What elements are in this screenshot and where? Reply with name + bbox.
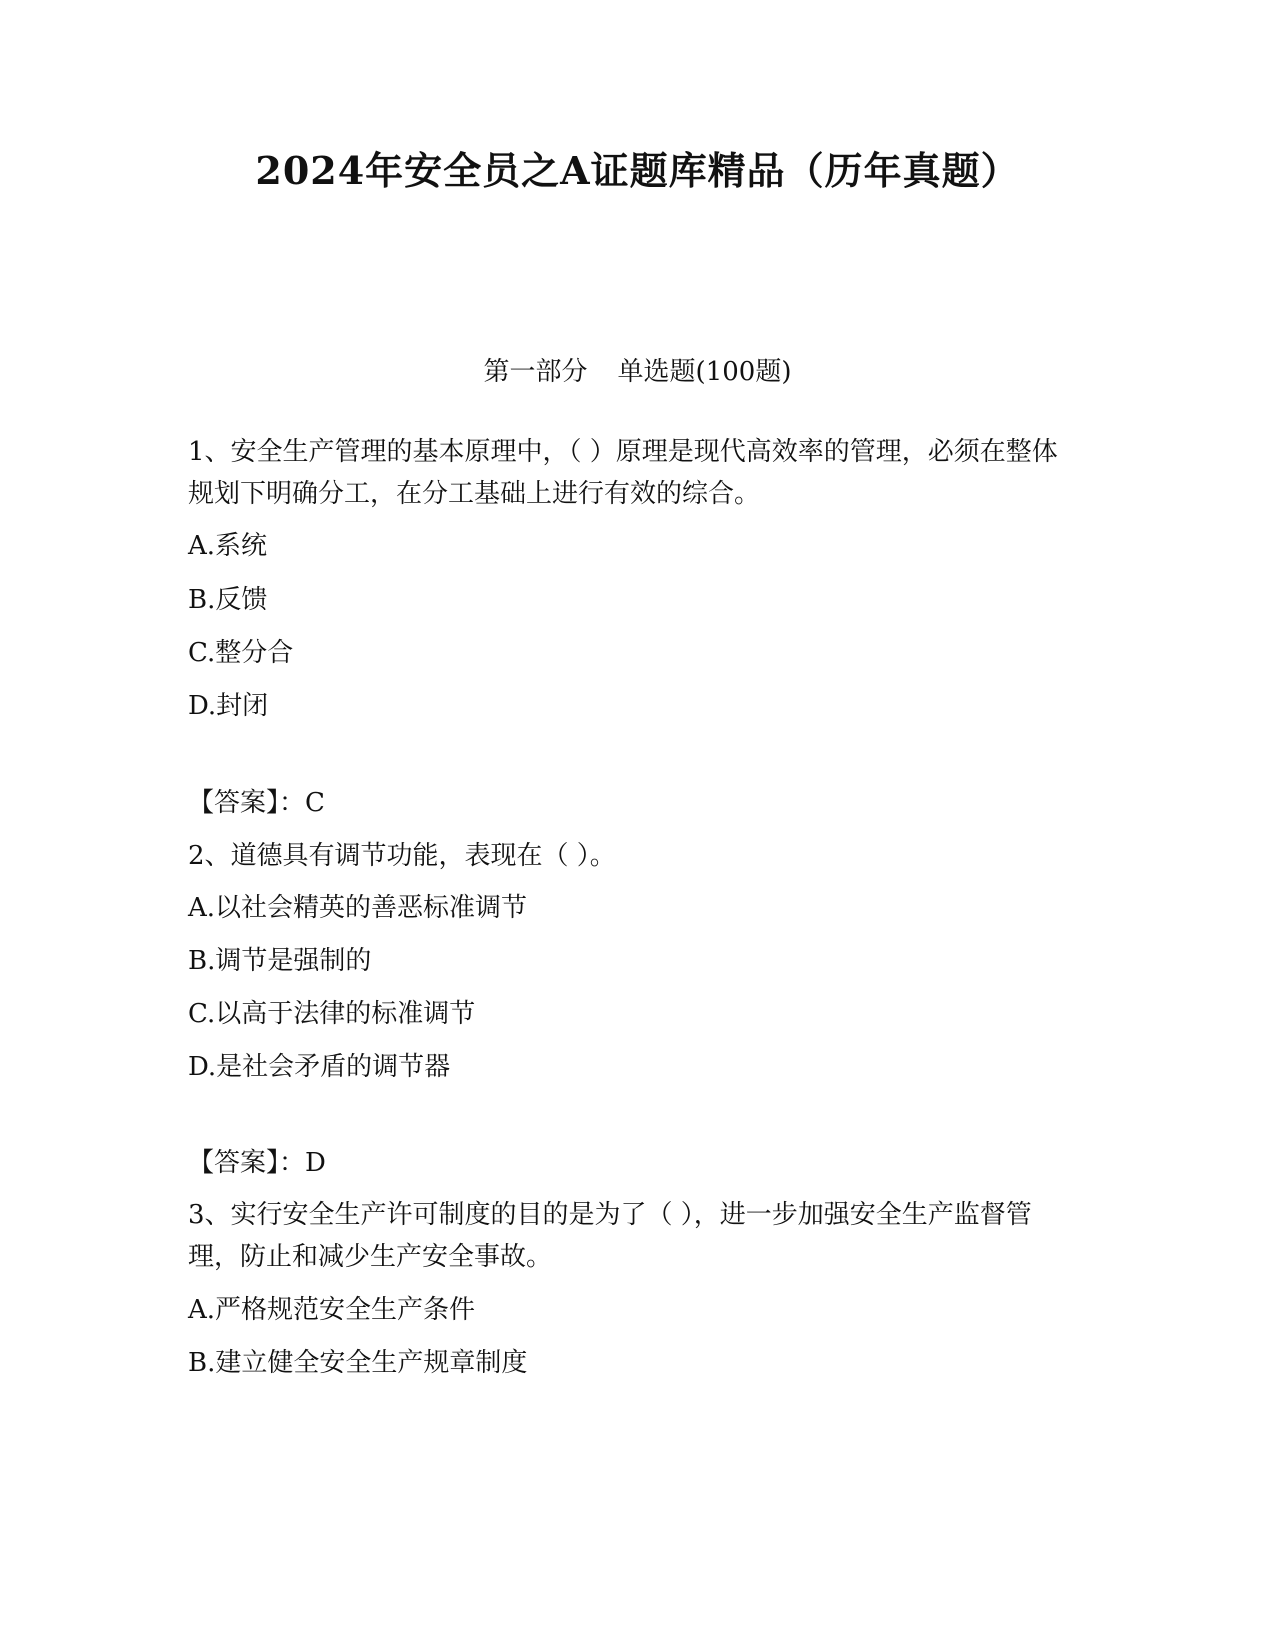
section-part-label: 第一部分 bbox=[483, 357, 588, 387]
question-1-stem: 1、安全生产管理的基本原理中，（ ）原理是现代高效率的管理，必须在整体规划下明确分工，在分工基础上进行有效的综合。 bbox=[188, 437, 1058, 509]
section-heading bbox=[0, 354, 1275, 390]
question-3-option-a: A.严格规范安全生产条件 bbox=[188, 1295, 476, 1325]
question-1-option-a: A.系统 bbox=[188, 531, 268, 561]
question-2-option-d: D.是社会矛盾的调节器 bbox=[188, 1052, 451, 1082]
question-2-answer: 【答案】：D bbox=[188, 1148, 326, 1178]
question-2-option-b: B.调节是强制的 bbox=[188, 946, 372, 976]
question-2-option-a: A.以社会精英的善恶标准调节 bbox=[188, 893, 528, 923]
question-1-option-b: B.反馈 bbox=[188, 585, 268, 615]
question-1-option-c: C.整分合 bbox=[188, 638, 294, 668]
question-1-option-d: D.封闭 bbox=[188, 691, 269, 721]
question-2-stem: 2、道德具有调节功能，表现在（ ）。 bbox=[188, 841, 616, 871]
question-2-option-c: C.以高于法律的标准调节 bbox=[188, 999, 476, 1029]
document-title: 2024年安全员之A证题库精品（历年真题） bbox=[255, 148, 1020, 193]
section-name-label: 单选题(100题) bbox=[617, 357, 792, 387]
question-3-stem: 3、实行安全生产许可制度的目的是为了（ ），进一步加强安全生产监督管理，防止和减少生产安全事故。 bbox=[188, 1200, 1032, 1272]
question-1-answer: 【答案】：C bbox=[188, 788, 325, 818]
question-3-option-b: B.建立健全安全生产规章制度 bbox=[188, 1348, 528, 1378]
